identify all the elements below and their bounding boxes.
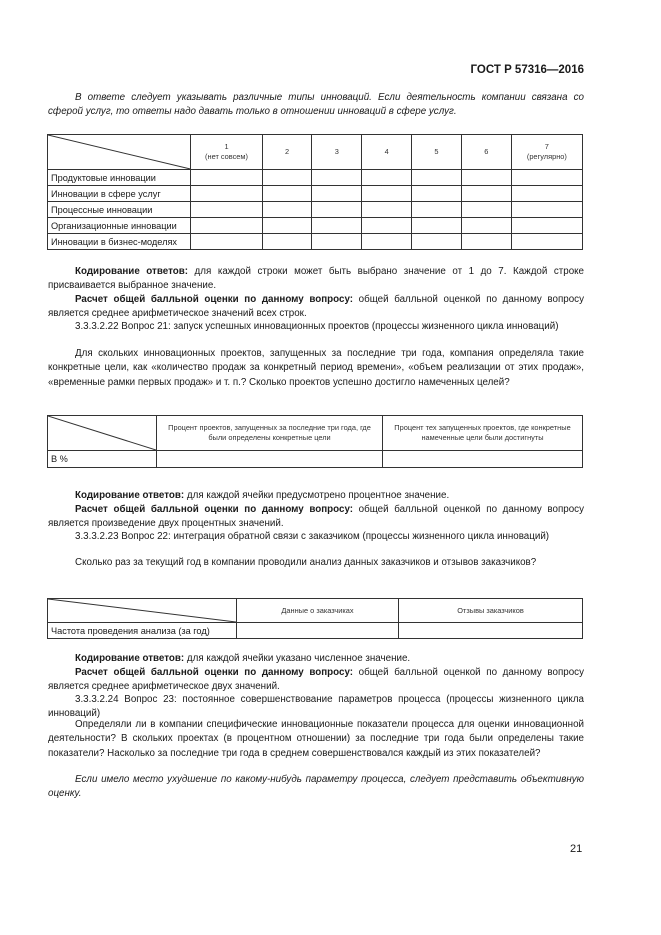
table-row bbox=[48, 234, 583, 250]
answer-cell[interactable] bbox=[362, 170, 412, 186]
answer-cell[interactable] bbox=[412, 234, 462, 250]
table1-diagonal-corner bbox=[48, 135, 191, 170]
score-paragraph-1 bbox=[48, 293, 584, 322]
answer-cell[interactable] bbox=[312, 218, 362, 234]
question-22-text: Сколько раз за текущий год в компании проводили анализ данных заказчиков и отзывов заказчиков? bbox=[75, 557, 537, 568]
score-text: общей балльной оценкой по данному вопросу является среднее арифметическое двух значений. bbox=[48, 667, 584, 693]
table1-row-label: Продуктовые инновации bbox=[48, 170, 191, 186]
answer-cell[interactable] bbox=[262, 170, 312, 186]
score-paragraph-3 bbox=[48, 666, 584, 695]
score-label: Расчет общей балльной оценки по данному вопросу: bbox=[75, 504, 354, 515]
coding-paragraph-2 bbox=[48, 489, 584, 503]
document-header: ГОСТ Р 57316—2016 bbox=[470, 64, 584, 76]
answer-cell[interactable] bbox=[383, 451, 583, 468]
table1-col-header: 6 bbox=[461, 135, 511, 170]
table1-col-header: 7 (регулярно) bbox=[511, 135, 582, 170]
coding-paragraph-1 bbox=[48, 265, 584, 294]
table-row bbox=[48, 451, 583, 468]
answer-cell[interactable] bbox=[461, 234, 511, 250]
answer-cell[interactable] bbox=[191, 186, 262, 202]
table2-col-header: Процент тех запущенных проектов, где конкретные намеченные цели были достигнуты bbox=[383, 416, 583, 451]
score-text: общей балльной оценкой по данному вопросу является произведение двух процентных значений. bbox=[48, 504, 584, 530]
answer-cell[interactable] bbox=[511, 234, 582, 250]
question-22-heading: 3.3.3.2.23 Вопрос 22: интеграция обратной связи с заказчиком (процессы жизненного цикла инноваций) bbox=[75, 531, 550, 542]
score-label: Расчет общей балльной оценки по данному вопросу: bbox=[75, 294, 354, 305]
projects-percent-table bbox=[47, 415, 583, 468]
table3-col-header: Отзывы заказчиков bbox=[399, 599, 583, 623]
innovation-types-table bbox=[47, 134, 583, 250]
table1-row-label: Организационные инновации bbox=[48, 218, 191, 234]
table1-col-header: 3 bbox=[312, 135, 362, 170]
table1-col-header: 4 bbox=[362, 135, 412, 170]
coding-label: Кодирование ответов: bbox=[75, 490, 185, 501]
answer-cell[interactable] bbox=[262, 218, 312, 234]
coding-text: для каждой ячейки предусмотрено процентное значение. bbox=[184, 490, 450, 501]
answer-cell[interactable] bbox=[191, 170, 262, 186]
page-number: 21 bbox=[570, 843, 583, 855]
question-21-text: Для скольких инновационных проектов, запущенных за последние три года, компания определяла такие конкретные цели, как «количество продаж за конкретный период времени», «объем реализации от этих продаж», «временные рамки первых продаж» и т. п.? Сколько проектов успешно достигло намеченных целей? bbox=[48, 348, 584, 388]
table-row bbox=[48, 170, 583, 186]
answer-cell[interactable] bbox=[262, 186, 312, 202]
answer-cell[interactable] bbox=[312, 170, 362, 186]
answer-cell[interactable] bbox=[362, 202, 412, 218]
answer-cell[interactable] bbox=[511, 186, 582, 202]
coding-text: для каждой строки может быть выбрано значение от 1 до 7. Каждой строке присваивается выбранное значение. bbox=[48, 266, 585, 292]
answer-cell[interactable] bbox=[312, 186, 362, 202]
answer-cell[interactable] bbox=[511, 170, 582, 186]
answer-cell[interactable] bbox=[237, 623, 399, 639]
answer-cell[interactable] bbox=[511, 202, 582, 218]
score-paragraph-2 bbox=[48, 503, 584, 532]
question-23-heading: 3.3.3.2.24 Вопрос 23: постоянное совершенствование параметров процесса (процессы жизненного цикла инноваций) bbox=[48, 694, 584, 720]
table1-row-label: Инновации в бизнес-моделях bbox=[48, 234, 191, 250]
score-label: Расчет общей балльной оценки по данному вопросу: bbox=[75, 667, 354, 678]
question-23-note: Если имело место ухудшение по какому-нибудь параметру процесса, следует представить объективную оценку. bbox=[48, 774, 584, 800]
answer-cell[interactable] bbox=[312, 202, 362, 218]
table3-col-header: Данные о заказчиках bbox=[237, 599, 399, 623]
table-row bbox=[48, 186, 583, 202]
table-row bbox=[48, 218, 583, 234]
answer-cell[interactable] bbox=[362, 186, 412, 202]
table1-row-label: Инновации в сфере услуг bbox=[48, 186, 191, 202]
coding-paragraph-3 bbox=[48, 652, 584, 666]
table-row bbox=[48, 202, 583, 218]
answer-cell[interactable] bbox=[262, 202, 312, 218]
answer-cell[interactable] bbox=[362, 218, 412, 234]
answer-cell[interactable] bbox=[412, 218, 462, 234]
answer-cell[interactable] bbox=[191, 218, 262, 234]
answer-cell[interactable] bbox=[191, 234, 262, 250]
coding-label: Кодирование ответов: bbox=[75, 266, 189, 277]
table1-col-header: 2 bbox=[262, 135, 312, 170]
table3-diagonal-corner bbox=[48, 599, 237, 623]
table-row bbox=[48, 623, 583, 639]
answer-cell[interactable] bbox=[461, 218, 511, 234]
coding-text: для каждой ячейки указано численное значение. bbox=[184, 653, 411, 664]
table2-row-label: В % bbox=[48, 451, 157, 468]
question-21-heading: 3.3.3.2.22 Вопрос 21: запуск успешных инновационных проектов (процессы жизненного цикла инноваций) bbox=[75, 321, 559, 332]
answer-cell[interactable] bbox=[461, 186, 511, 202]
table2-diagonal-corner bbox=[48, 416, 157, 451]
intro-paragraph: В ответе следует указывать различные типы инноваций. Если деятельность компании связана со сферой услуг, то ответы надо давать только в отношении инноваций в сфере услуг. bbox=[48, 92, 584, 118]
answer-cell[interactable] bbox=[157, 451, 383, 468]
table1-col-header: 5 bbox=[412, 135, 462, 170]
score-text: общей балльной оценкой по данному вопросу является среднее арифметическое значений всех строк. bbox=[48, 294, 584, 320]
answer-cell[interactable] bbox=[461, 202, 511, 218]
answer-cell[interactable] bbox=[312, 234, 362, 250]
answer-cell[interactable] bbox=[511, 218, 582, 234]
table1-row-label: Процессные инновации bbox=[48, 202, 191, 218]
table3-row-label: Частота проведения анализа (за год) bbox=[48, 623, 237, 639]
coding-label: Кодирование ответов: bbox=[75, 653, 185, 664]
answer-cell[interactable] bbox=[262, 234, 312, 250]
answer-cell[interactable] bbox=[412, 186, 462, 202]
answer-cell[interactable] bbox=[399, 623, 583, 639]
answer-cell[interactable] bbox=[191, 202, 262, 218]
answer-cell[interactable] bbox=[412, 202, 462, 218]
answer-cell[interactable] bbox=[362, 234, 412, 250]
table2-col-header: Процент проектов, запущенных за последние три года, где были определены конкретные цели bbox=[157, 416, 383, 451]
customer-analysis-table bbox=[47, 598, 583, 639]
answer-cell[interactable] bbox=[461, 170, 511, 186]
question-23-text: Определяли ли в компании специфические инновационные показатели процесса для оценки инновационной деятельности? В скольких проектах (в процентном отношении) за последние три года были определены такие показатели? Насколько за последние три года в среднем совершенствовался каждый из этих показателей? bbox=[48, 719, 584, 759]
answer-cell[interactable] bbox=[412, 170, 462, 186]
table1-col-header: 1 (нет совсем) bbox=[191, 135, 262, 170]
